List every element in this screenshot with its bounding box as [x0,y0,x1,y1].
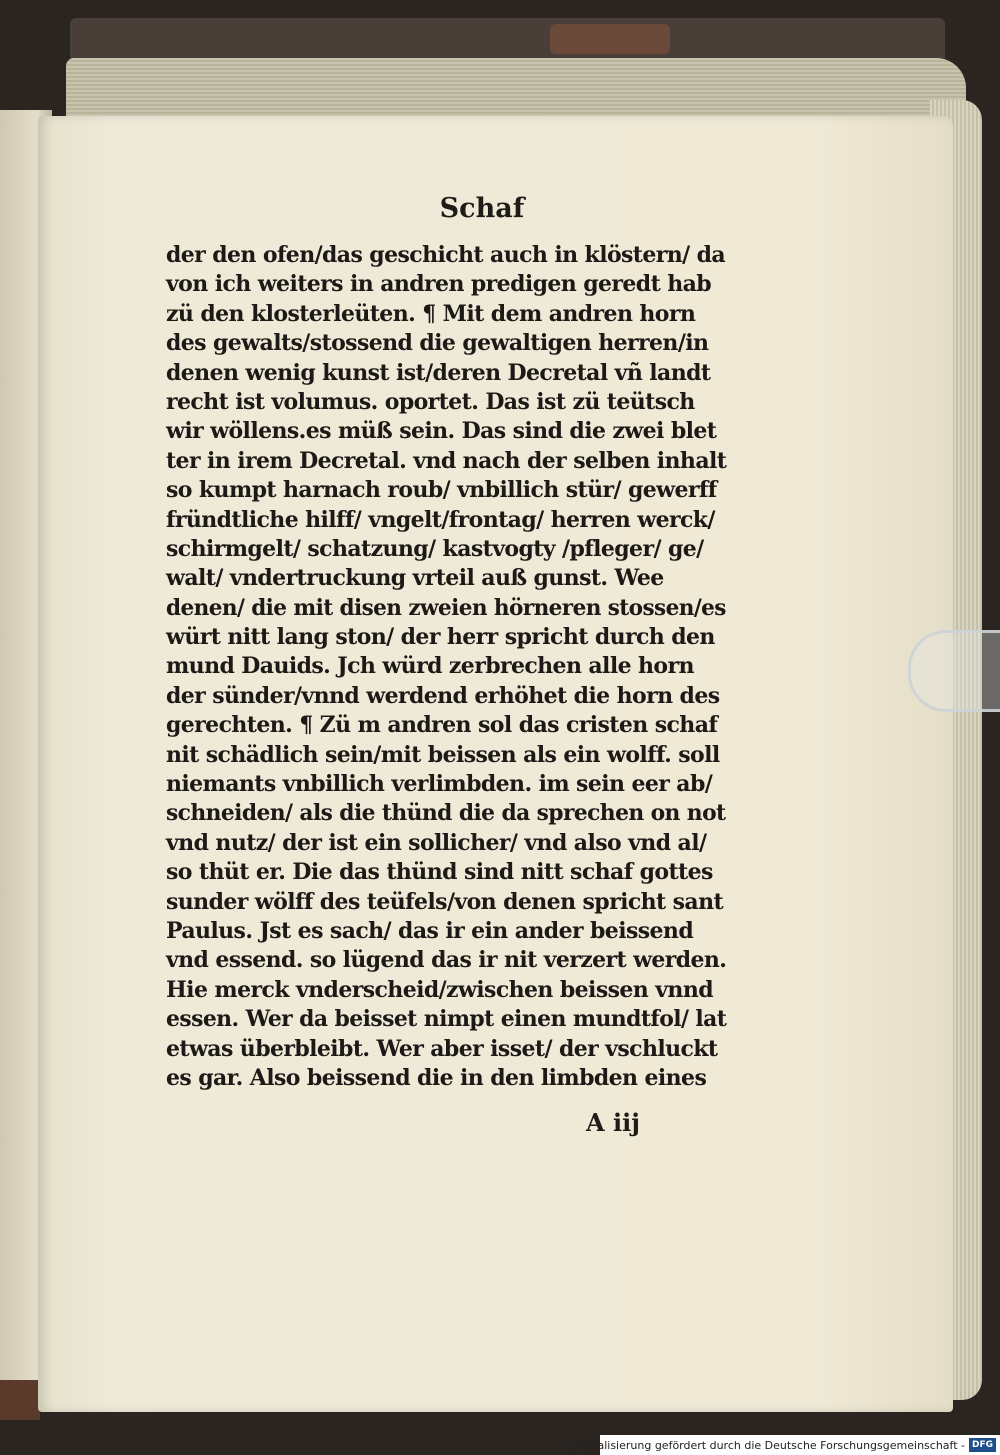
dfg-logo: DFG [969,1438,996,1452]
text-line: würt nitt lang ston/ der herr spricht durch den [166,624,715,651]
credit-bar [571,1435,1000,1455]
text-line: schirmgelt/ schatzung/ kastvogty /pfleger/ ge/ [166,535,704,562]
text-line: ter in irem Decretal. vnd nach der selben inhalt [166,447,727,474]
text-line: essen. Wer da beisset nimpt einen mundtfol/ lat [166,1006,727,1033]
text-block [166,241,726,1093]
text-line: fründtliche hilff/ vngelt/frontag/ herren werck/ [166,506,715,533]
cover-wear-patch [550,24,670,54]
text-line: Hie merck vnderscheid/zwischen beissen vnnd [166,976,713,1003]
text-line: Paulus. Jst es sach/ das ir ein ander beissend [166,917,694,944]
page-edges-top [66,58,966,120]
text-line: mund Dauids. Jch würd zerbrechen alle horn [166,653,694,680]
text-line: walt/ vndertruckung vrteil auß gunst. Wee [166,565,664,592]
cover-corner [0,1380,40,1420]
signature-mark: A iij [586,1108,640,1137]
text-line: so thüt er. Die das thünd sind nitt schaf gottes [166,859,713,886]
text-line: nit schädlich sein/mit beissen als ein wolff. soll [166,741,720,768]
text-line: niemants vnbillich verlimbden. im sein eer ab/ [166,771,713,798]
text-line: etwas überbleibt. Wer aber isset/ der vschluckt [166,1035,718,1062]
text-line: schneiden/ als die thünd die da sprechen on not [166,800,726,827]
text-line: denen wenig kunst ist/deren Decretal vñ landt [166,359,711,386]
text-line: von ich weiters in andren predigen geredt hab [166,271,712,298]
text-line: es gar. Also beissend die in den limbden eines [166,1064,707,1091]
text-line: vnd nutz/ der ist ein sollicher/ vnd also vnd al/ [166,829,707,856]
text-line: des gewalts/stossend die gewaltigen herren/in [166,330,709,357]
page-clip [908,630,1000,712]
text-line: wir wöllens.es müß sein. Das sind die zwei blet [166,418,717,445]
text-line: der sünder/vnnd werdend erhöhet die horn des [166,682,720,709]
text-line: so kumpt harnach roub/ vnbillich stür/ gewerff [166,477,717,504]
text-line: der den ofen/das geschicht auch in klöstern/ da [166,242,726,268]
credit-text: Digitalisierung gefördert durch die Deutsche Forschungsgemeinschaft - [571,1438,965,1452]
text-line: sunder wölff des teüfels/von denen spricht sant [166,888,724,915]
text-line: zü den klosterleüten. ¶ Mit dem andren horn [166,300,696,327]
text-line: denen/ die mit disen zweien hörneren stossen/es [166,594,726,621]
text-line: vnd essend. so lügend das ir nit verzert werden. [166,947,727,974]
running-head: Schaf [439,193,525,224]
text-line: gerechten. ¶ Zü m andren sol das cristen schaf [166,712,718,739]
text-line: recht ist volumus. oportet. Das ist zü teütsch [166,388,695,415]
